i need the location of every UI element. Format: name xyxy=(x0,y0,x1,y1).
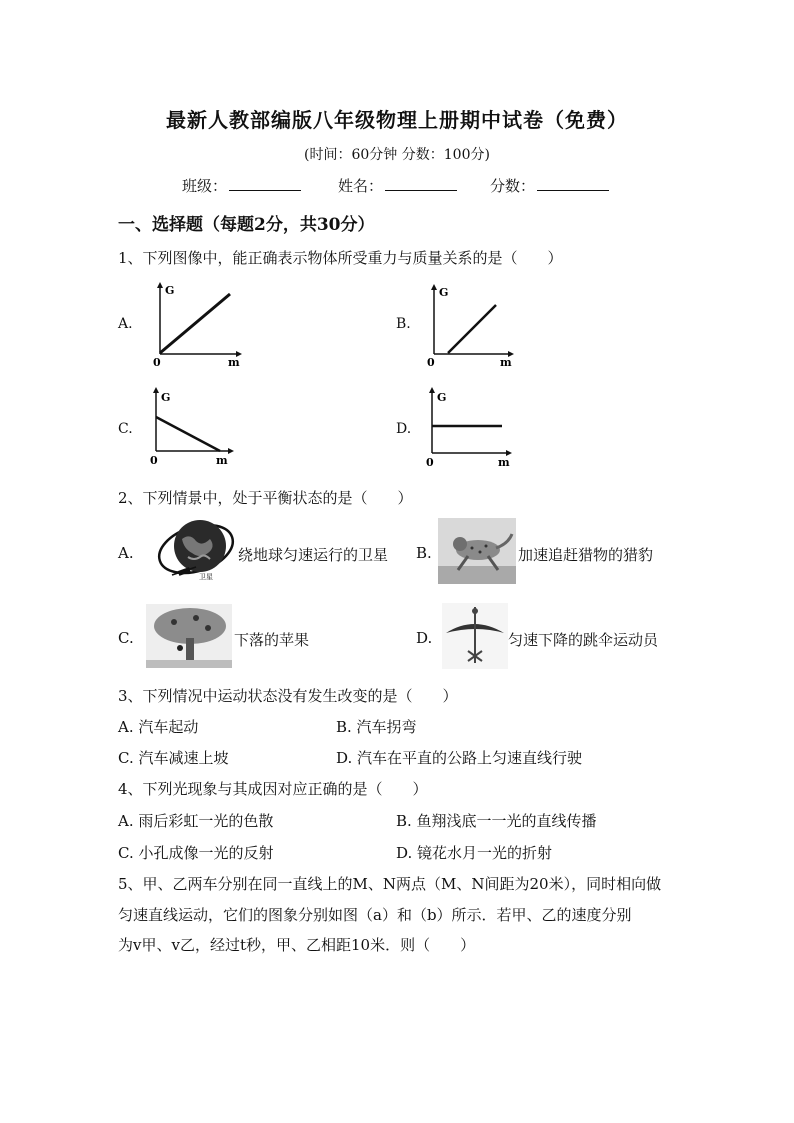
parachutist-image xyxy=(442,603,508,669)
q1d-origin: 0 xyxy=(426,456,434,469)
q1a-axis-x: m xyxy=(228,356,240,369)
name-blank[interactable] xyxy=(385,176,457,191)
q5-line-1: 5、甲、乙两车分别在同一直线上的M、N两点（M、N间距为20米），同时相向做 xyxy=(118,875,662,893)
q5-line-2: 匀速直线运动，它们的图象分别如图（a）和（b）所示．若甲、乙的速度分别 xyxy=(118,906,632,924)
q1b-axis-x: m xyxy=(500,356,512,369)
q3-option-a: A. 汽车起动 xyxy=(118,718,199,736)
q1c-axis-y: G xyxy=(161,391,171,404)
cheetah-image xyxy=(438,518,516,584)
q2-option-c-label: C. xyxy=(118,629,134,647)
q4-option-a: A. 雨后彩虹一光的色散 xyxy=(118,812,274,830)
satellite-orbit-image xyxy=(144,517,240,587)
q4-stem: 4、下列光现象与其成因对应正确的是（ ） xyxy=(118,780,428,798)
name-field xyxy=(338,175,457,196)
q1-stem: 1、下列图像中，能正确表示物体所受重力与质量关系的是（ ） xyxy=(118,249,563,267)
q1b-origin: 0 xyxy=(427,356,435,369)
q4-option-d: D. 镜花水月一光的折射 xyxy=(396,844,553,862)
q1-graph-a xyxy=(148,280,248,370)
q1-graph-d xyxy=(420,385,520,471)
class-blank[interactable] xyxy=(229,176,301,191)
q1a-axis-y: G xyxy=(165,284,175,297)
q1a-origin: 0 xyxy=(153,356,161,369)
q2-option-a-label: A. xyxy=(118,544,134,562)
q5-line-3: 为v甲、v乙，经过t秒，甲、乙相距10米．则（ ） xyxy=(118,936,476,954)
class-label: 班级： xyxy=(182,177,228,195)
q2-option-b-text: 加速追赶猎物的猎豹 xyxy=(518,546,654,564)
class-field xyxy=(182,175,301,196)
q4-option-b: B. 鱼翔浅底一一光的直线传播 xyxy=(396,812,597,830)
q1c-axis-x: m xyxy=(216,454,228,467)
q2-option-d-label: D. xyxy=(416,629,433,647)
exam-time-score: (时间：60分钟 分数：100分) xyxy=(304,147,490,163)
q3-stem: 3、下列情况中运动状态没有发生改变的是（ ） xyxy=(118,687,458,705)
apple-tree-image xyxy=(146,604,232,668)
q1c-origin: 0 xyxy=(150,454,158,467)
q1b-axis-y: G xyxy=(439,286,449,299)
q2-stem: 2、下列情景中，处于平衡状态的是（ ） xyxy=(118,489,413,507)
q1-option-b-label: B. xyxy=(396,316,411,332)
q2-option-c-text: 下落的苹果 xyxy=(234,631,310,649)
svg-text:卫星: 卫星 xyxy=(199,573,213,581)
q3-option-d: D. 汽车在平直的公路上匀速直线行驶 xyxy=(336,749,583,767)
score-blank[interactable] xyxy=(537,176,609,191)
q1-graph-c xyxy=(144,385,244,471)
q1-graph-b xyxy=(422,282,522,372)
section-heading: 一、选择题（每题2分，共30分） xyxy=(118,215,375,235)
q2-option-d-text: 匀速下降的跳伞运动员 xyxy=(508,631,659,649)
q3-option-c: C. 汽车减速上坡 xyxy=(118,749,229,767)
name-label: 姓名： xyxy=(338,177,384,195)
q1d-axis-x: m xyxy=(498,456,510,469)
score-label: 分数： xyxy=(490,177,536,195)
q1-option-d-label: D. xyxy=(396,421,412,437)
page-title: 最新人教部编版八年级物理上册期中试卷（免费） xyxy=(166,108,628,132)
q4-option-c: C. 小孔成像一光的反射 xyxy=(118,844,274,862)
q1-option-c-label: C. xyxy=(118,421,133,437)
q2-option-b-label: B. xyxy=(416,544,432,562)
q1d-axis-y: G xyxy=(437,391,447,404)
score-field xyxy=(490,175,609,196)
q1-option-a-label: A. xyxy=(118,316,133,332)
q2-option-a-text: 绕地球匀速运行的卫星 xyxy=(238,546,389,564)
q3-option-b: B. 汽车拐弯 xyxy=(336,718,417,736)
